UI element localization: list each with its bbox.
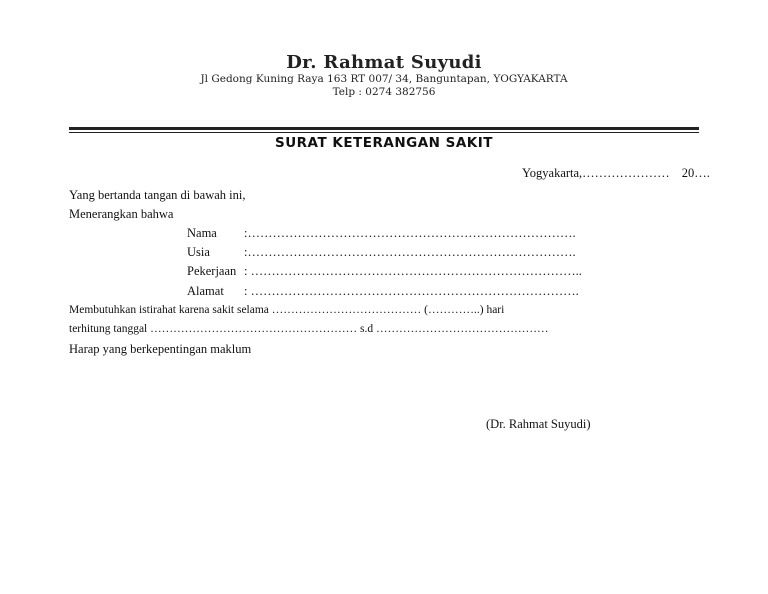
closing-line: Harap yang berkepentingan maklum	[69, 342, 252, 356]
place-date-year: 20….	[681, 166, 710, 180]
field-value-pekerjaan: : ……………………………………………………………………..	[244, 264, 582, 278]
date-range-line: terhitung tanggal ……………………………………………… s.d ………………………………………	[69, 323, 549, 335]
header-divider-thin	[69, 132, 699, 133]
field-value-nama: :…………………………………………………………………….	[244, 226, 576, 240]
field-value-alamat: : …………………………………………………………………….	[244, 284, 579, 298]
clinic-phone: Telp : 0274 382756	[332, 86, 436, 98]
document-title: SURAT KETERANGAN SAKIT	[274, 135, 494, 151]
intro-line-1: Yang bertanda tangan di bawah ini,	[69, 188, 246, 202]
field-label-pekerjaan: Pekerjaan	[187, 264, 237, 278]
clinic-address: Jl Gedong Kuning Raya 163 RT 007/ 34, Banguntapan, YOGYAKARTA	[200, 73, 568, 85]
letterhead	[0, 52, 768, 99]
header-divider-thick	[69, 127, 699, 130]
intro-line-2: Menerangkan bahwa	[69, 207, 174, 221]
place-date-place: Yogyakarta,…………………	[522, 166, 670, 180]
field-label-nama: Nama	[187, 226, 217, 240]
doctor-name: Dr. Rahmat Suyudi	[286, 52, 482, 73]
field-label-usia: Usia	[187, 245, 210, 259]
field-label-alamat: Alamat	[187, 284, 224, 298]
place-date	[522, 166, 710, 180]
rest-duration-line: Membutuhkan istirahat karena sakit selama ………………………………… (…………..) hari	[69, 304, 505, 316]
signature-name: (Dr. Rahmat Suyudi)	[486, 417, 591, 431]
field-value-usia: :…………………………………………………………………….	[244, 245, 576, 259]
